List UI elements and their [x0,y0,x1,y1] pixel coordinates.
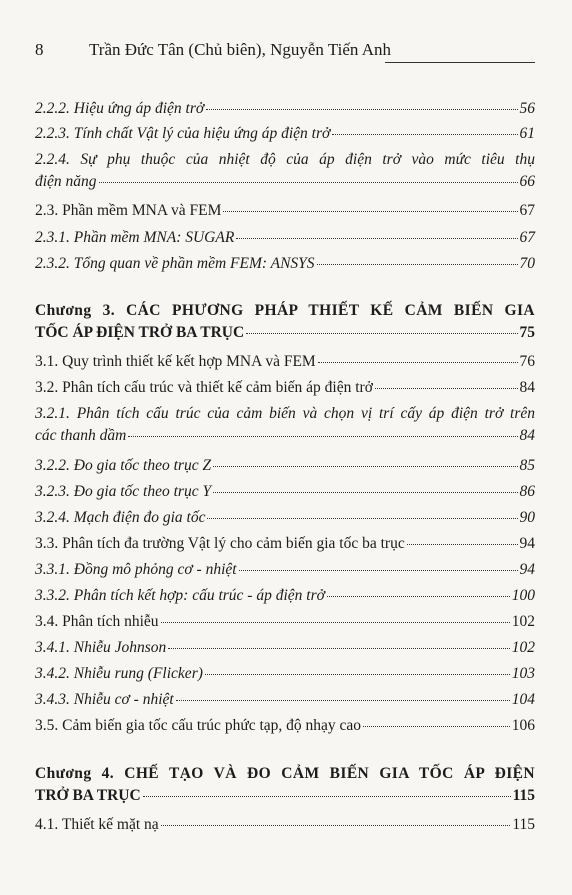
header-rule [385,62,535,63]
chapter-title-line2: TỐC ÁP ĐIỆN TRỞ BA TRỤC [35,324,245,341]
dot-leader [318,362,518,363]
toc-entry[interactable] [35,455,535,477]
toc-entry-page: 70 [519,255,535,272]
toc-entry[interactable] [35,200,535,222]
toc-entry-page: 67 [519,229,535,246]
toc-entry-page: 67 [519,202,535,219]
toc-entry-page: 84 [519,427,535,444]
toc-entry-title: 2.3.2. Tổng quan về phần mềm FEM: ANSYS [35,255,315,272]
toc-entry-page: 66 [519,173,535,190]
toc-entry-page: 103 [511,665,535,682]
toc-entry-page: 86 [519,483,535,500]
toc-entry[interactable] [35,663,535,685]
chapter-title-line2: TRỞ BA TRỤC [35,787,141,804]
toc-entry-page: 85 [519,457,535,474]
toc-entry-title: 4.1. Thiết kế mặt nạ [35,816,159,833]
toc-entry-title: 3.4.3. Nhiễu cơ - nhiệt [35,691,174,708]
toc-entry[interactable] [35,227,535,249]
toc-entry-title: 3.2.3. Đo gia tốc theo trục Y [35,483,212,500]
dot-leader [332,134,517,135]
toc-entry[interactable] [35,377,535,399]
dot-leader [236,238,517,239]
dot-leader [205,674,510,675]
toc-entry[interactable] [35,559,535,581]
toc-entry[interactable] [35,533,535,555]
toc-entry-page: 75 [519,324,535,341]
toc-entry[interactable] [35,403,535,447]
toc-entry-title: 3.1. Quy trình thiết kế kết hợp MNA và FEM [35,353,316,370]
toc-entry-page: 94 [519,535,535,552]
dot-leader [168,648,509,649]
toc-entry[interactable] [35,149,535,193]
toc-entry-title: 2.3.1. Phần mềm MNA: SUGAR [35,229,235,246]
dot-leader [246,333,517,334]
toc-entry-title: 3.4.2. Nhiễu rung (Flicker) [35,665,203,682]
page-number: 8 [35,40,44,59]
toc-entry[interactable] [35,637,535,659]
dot-leader [143,796,511,797]
toc-entry-title: 2.2.2. Hiệu ứng áp điện trở [35,100,205,117]
dot-leader [213,492,517,493]
page-header [35,40,535,66]
toc-entry[interactable] [35,351,535,373]
toc-entry[interactable] [35,123,535,145]
dot-leader [407,544,518,545]
dot-leader [213,466,517,467]
dot-leader [207,518,517,519]
toc-entry-page: 56 [519,100,535,117]
toc-entry[interactable] [35,253,535,275]
toc-entry-title: 3.2.2. Đo gia tốc theo trục Z [35,457,212,474]
toc-entry-page: 102 [511,639,535,656]
toc-entry[interactable] [35,481,535,503]
toc-entry-page: 61 [519,125,535,142]
toc-entry-page: 106 [511,717,535,734]
toc-entry-title-line1: 3.2.1. Phân tích cấu trúc của cảm biến và chọn vị trí cấy áp điện trở trên [35,405,535,422]
toc-entry-page: 100 [511,587,535,604]
running-title: Trần Đức Tân (Chủ biên), Nguyễn Tiến Anh [89,40,391,59]
toc-entry-title-line2: điện năng [35,173,97,190]
toc-entry-title: 3.4. Phân tích nhiễu [35,613,159,630]
toc-chapter-entry[interactable] [35,763,535,807]
toc-entry-page: 102 [511,613,535,630]
toc-entry-page: 84 [519,379,535,396]
toc-entry-title: 3.3.1. Đồng mô phỏng cơ - nhiệt [35,561,237,578]
dot-leader [375,388,518,389]
toc-entry-page: 90 [519,509,535,526]
toc-entry-page: 104 [511,691,535,708]
toc-entry-title: 3.2.4. Mạch điện đo gia tốc [35,509,206,526]
toc-entry-title: 2.3. Phần mềm MNA và FEM [35,202,222,219]
chapter-title-line1: Chương 3. CÁC PHƯƠNG PHÁP THIẾT KẾ CẢM BIẾN GIA [35,302,535,319]
toc-entry[interactable] [35,507,535,529]
dot-leader [161,622,510,623]
toc-entry-page: 115 [512,816,535,833]
dot-leader [206,109,517,110]
toc-entry[interactable] [35,715,535,737]
dot-leader [223,211,517,212]
toc-entry-page: 94 [519,561,535,578]
toc-entry-title: 3.5. Cảm biến gia tốc cấu trúc phức tạp, độ nhạy cao [35,717,362,734]
toc-entry-title-line1: 2.2.4. Sự phụ thuộc của nhiệt độ của áp điện trở vào mức tiêu thụ [35,151,535,168]
toc-entry-title: 3.4.1. Nhiễu Johnson [35,639,167,656]
toc-entry-title: 3.3.2. Phân tích kết hợp: cấu trúc - áp điện trở [35,587,325,604]
toc-entry[interactable] [35,611,535,633]
chapter-title-line1: Chương 4. CHẾ TẠO VÀ ĐO CẢM BIẾN GIA TỐC ÁP ĐIỆN [35,765,535,782]
dot-leader [317,264,518,265]
dot-leader [128,436,517,437]
dot-leader [363,726,510,727]
dot-leader [176,700,510,701]
toc-entry[interactable] [35,585,535,607]
dot-leader [161,825,511,826]
toc-entry-page: 76 [519,353,535,370]
dot-leader [99,182,518,183]
dot-leader [327,596,510,597]
toc-entry[interactable] [35,98,535,120]
toc-entry-title: 3.2. Phân tích cấu trúc và thiết kế cảm biến áp điện trở [35,379,373,396]
toc-chapter-entry[interactable] [35,300,535,344]
dot-leader [239,570,518,571]
toc-entry[interactable] [35,689,535,711]
toc-entry-title: 3.3. Phân tích đa trường Vật lý cho cảm biến gia tốc ba trục [35,535,405,552]
toc-entry-title-line2: các thanh dầm [35,427,127,444]
toc-entry[interactable] [35,814,535,836]
toc-entry-page: 115 [512,787,535,804]
toc-entry-title: 2.2.3. Tính chất Vật lý của hiệu ứng áp điện trở [35,125,331,142]
